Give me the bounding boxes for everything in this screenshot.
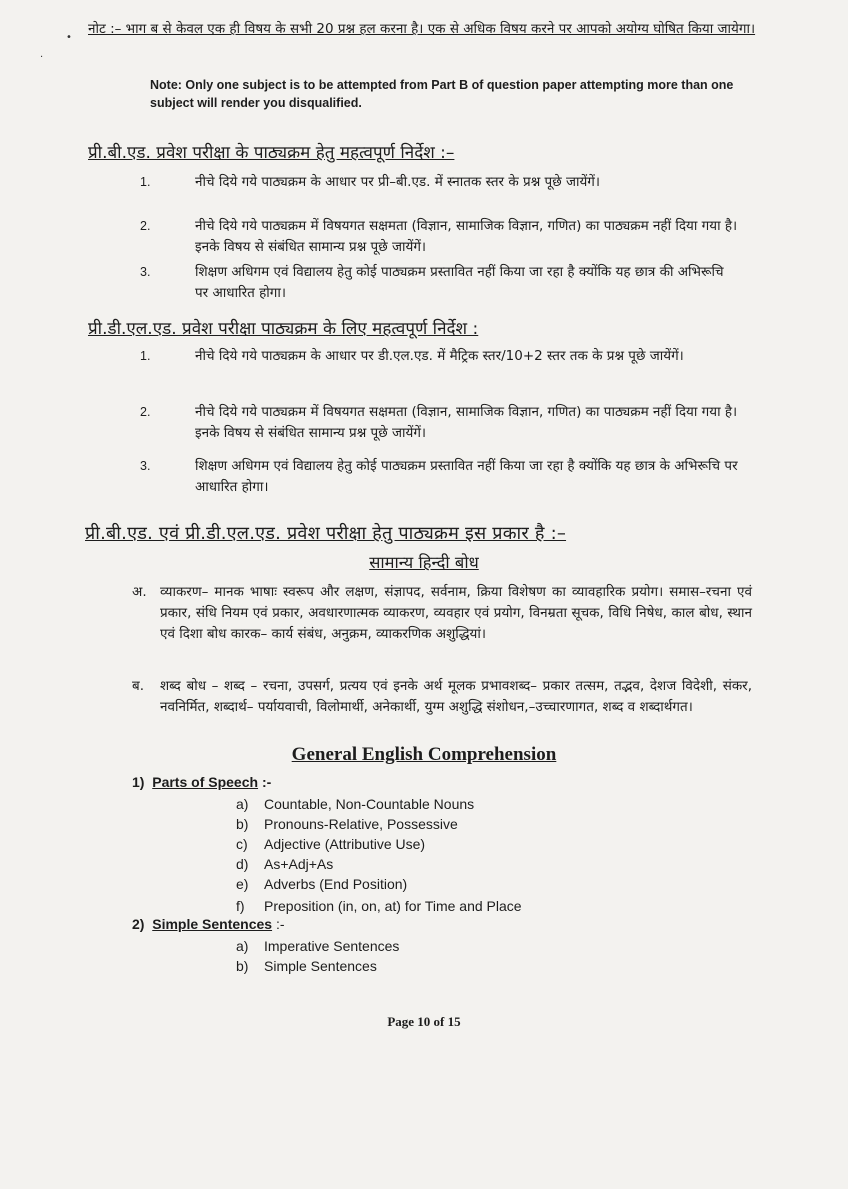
bed-instructions-heading: प्री.बी.एड. प्रवेश परीक्षा के पाठ्यक्रम हेतु महत्वपूर्ण निर्देश :– bbox=[88, 143, 455, 163]
list-item: c) Adjective (Attributive Use) bbox=[236, 836, 426, 852]
simple-sentences-heading: 2) Simple Sentences :- bbox=[132, 916, 285, 932]
parts-of-speech-heading: 1) Parts of Speech :- bbox=[132, 774, 272, 790]
document-page: • · नोट :– भाग ब से केवल एक ही विषय के सभी 20 प्रश्न हल करना है। एक से अधिक विषय करने पर आपको अयोग्य घोषित किया जायेगा। Note: Only one subject is to be attempted from Part B of question paper attempting more than one subject will render you disqualified. प्री.बी.एड. प्रवेश परीक्षा के पाठ्यक्रम हेतु महत्वपूर्ण निर्देश :– 1. नीचे दिये गये पाठ्यक्रम के आधार पर प्री–बी.एड. में स्नातक स्तर के प्रश्न पूछे जायेंगें। 2. नीचे दिये गये पाठ्यक्रम में विषयगत सक्षमता (विज्ञान, सामाजिक विज्ञान, गणित) का पाठ्यक्रम नहीं दिया गया है। इनके विषय से संबंधित सामान्य प्रश्न पूछे जायेंगें। 3. शिक्षण अधिगम एवं विद्यालय हेतु कोई पाठ्यक्रम प्रस्तावित नहीं किया जा रहा है क्योंकि यह छात्र की अभिरूचि पर आधारित होगा। प्री.डी.एल.एड. प्रवेश परीक्षा पाठ्यक्रम के लिए महत्वपूर्ण निर्देश : 1. नीचे दिये गये पाठ्यक्रम के आधार पर डी.एल.एड. में मैट्रिक स्तर/10+2 स्तर तक के प्रश्न पूछे जायेंगें। 2. नीचे दिये गये पाठ्यक्रम में विषयगत सक्षमता (विज्ञान, सामाजिक विज्ञान, गणित) का पाठ्यक्रम नहीं दिया गया है। इनके विषय से संबंधित सामान्य प्रश्न पूछे जायेंगें। 3. शिक्षण अधिगम एवं विद्यालय हेतु कोई पाठ्यक्रम प्रस्तावित नहीं किया जा रहा है क्योंकि यह छात्र के अभिरूचि पर आधारित होगा। प्री.बी.एड. एवं प्री.डी.एल.एड. प्रवेश परीक्षा हेतु पाठ्यक्रम इस प्रकार है :– सामान्य हिन्दी बोध अ. व्याकरण– मानक भाषाः स्वरूप और लक्षण, संज्ञापद, सर्वनाम, क्रिया विशेषण का व्यावहारिक प्रयोग। समास–रचना एवं प्रकार, संधि नियम एवं प्रकार, अवधारणात्मक व्याकरण, व्यवहार एवं प्रयोग, विनम्रता सूचक, विधि निषेध, काल बोध, स्थान एवं दिशा बोध कारक– कार्य संबंध, अनुक्रम, व्याकरणिक अशुद्धियां। ब. शब्द बोध – शब्द – रचना, उपसर्ग, प्रत्यय एवं इनके अर्थ मूलक प्रभावशब्द– प्रकार तत्सम, तद्भव, देशज विदेशी, संकर, नवनिर्मित, शब्दार्थ– पर्यायवाची, विलोमार्थी, अनेकार्थी, युग्म अशुद्धि संशोधन,–उच्चारणागत, शब्द व शब्दार्थगत। General English Comprehension 1) Parts of Speech :- a) Countable, Non-Countable Nouns b) Pronouns-Relative, Possessive c) Adjective (Attributive Use) d) As+Adj+As e) Adverbs (End Position) f) Preposition (in, on, at) for Time and Place 2) Simple Sentences :- a) Imperative Sentences b) Simple Sentences Page 10 of 15 bbox=[0, 0, 848, 1189]
list-item: a) Countable, Non-Countable Nouns bbox=[236, 796, 475, 812]
scan-mark: · bbox=[40, 52, 44, 63]
scan-mark: • bbox=[66, 32, 72, 43]
list-item: d) As+Adj+As bbox=[236, 856, 334, 872]
list-item: b) Pronouns-Relative, Possessive bbox=[236, 816, 458, 832]
list-item: f) Preposition (in, on, at) for Time and Place bbox=[236, 898, 522, 914]
list-item: b) Simple Sentences bbox=[236, 958, 377, 974]
list-item: e) Adverbs (End Position) bbox=[236, 876, 408, 892]
page-number: Page 10 of 15 bbox=[387, 1014, 461, 1029]
note-english: Note: Only one subject is to be attempted from Part B of question paper attempting more than one subject will render you disqualified. bbox=[150, 78, 734, 110]
note-hindi: नोट :– भाग ब से केवल एक ही विषय के सभी 20 प्रश्न हल करना है। एक से अधिक विषय करने पर आपको अयोग्य घोषित किया जायेगा। bbox=[88, 21, 756, 37]
english-section-title: General English Comprehension bbox=[291, 744, 557, 765]
deled-instructions-heading: प्री.डी.एल.एड. प्रवेश परीक्षा पाठ्यक्रम के लिए महत्वपूर्ण निर्देश : bbox=[88, 319, 479, 339]
syllabus-heading: प्री.बी.एड. एवं प्री.डी.एल.एड. प्रवेश परीक्षा हेतु पाठ्यक्रम इस प्रकार है :– bbox=[85, 523, 567, 544]
list-item: a) Imperative Sentences bbox=[236, 938, 400, 954]
hindi-section-title: सामान्य हिन्दी बोध bbox=[369, 553, 479, 572]
